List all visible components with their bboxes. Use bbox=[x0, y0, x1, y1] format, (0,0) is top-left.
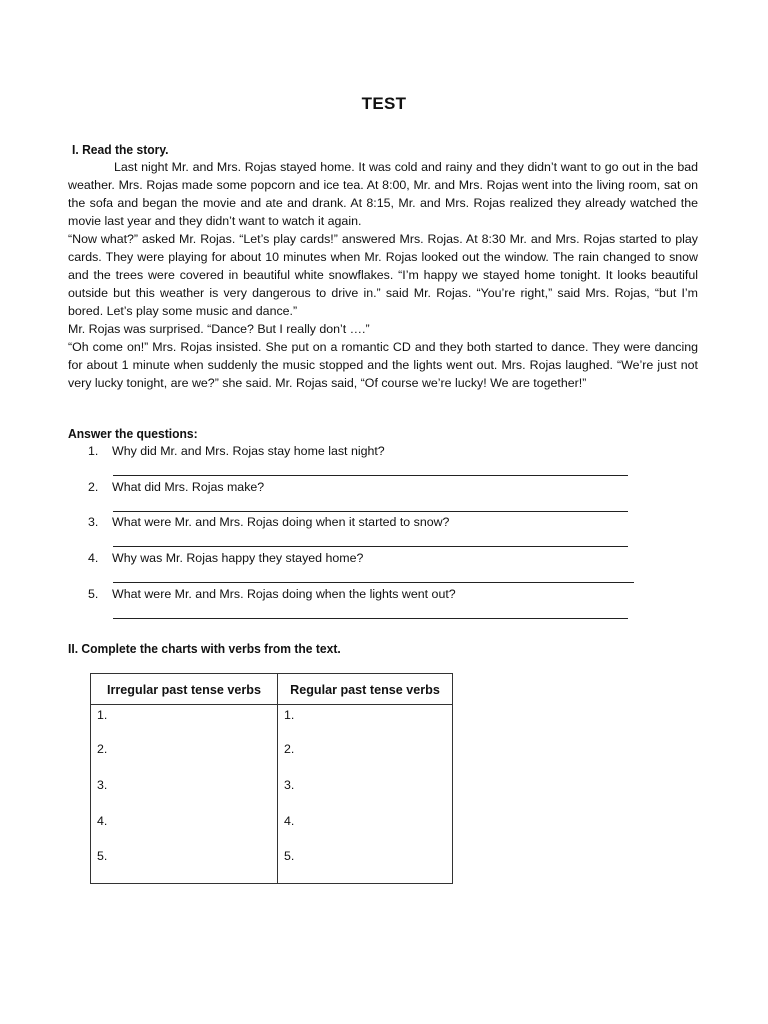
answer-line-3[interactable] bbox=[113, 546, 628, 547]
regular-verb-slot-1[interactable]: 1. bbox=[284, 708, 295, 722]
irregular-verbs-header: Irregular past tense verbs bbox=[91, 674, 277, 705]
irregular-verb-slot-4[interactable]: 4. bbox=[97, 814, 108, 828]
regular-verb-slot-2[interactable]: 2. bbox=[284, 742, 295, 756]
verbs-table bbox=[90, 673, 453, 884]
irregular-verb-slot-3[interactable]: 3. bbox=[97, 778, 108, 792]
section-1-heading: I. Read the story. bbox=[72, 142, 169, 157]
question-text: What did Mrs. Rojas make? bbox=[112, 480, 265, 494]
story-paragraph-1: Last night Mr. and Mrs. Rojas stayed home. It was cold and rainy and they didn’t want to go out in the bad weather. Mrs. Rojas made some popcorn and ice tea. At 8:00, Mr. and Mrs. Rojas went into the living room, sat on the sofa and began the movie and ate and drank. At 8:15, Mr. and Mrs. Rojas realized they already watched the movie last year and they didn’t want to watch it again. bbox=[68, 160, 698, 228]
regular-verbs-header: Regular past tense verbs bbox=[278, 674, 452, 705]
question-1 bbox=[88, 444, 385, 458]
question-4 bbox=[88, 551, 363, 565]
question-text: What were Mr. and Mrs. Rojas doing when the lights went out? bbox=[112, 587, 456, 601]
question-text: Why did Mr. and Mrs. Rojas stay home last night? bbox=[112, 444, 385, 458]
irregular-verb-slot-2[interactable]: 2. bbox=[97, 742, 108, 756]
answer-line-1[interactable] bbox=[113, 475, 628, 476]
questions-heading: Answer the questions: bbox=[68, 426, 198, 441]
question-number: 4. bbox=[88, 551, 99, 565]
regular-verb-slot-4[interactable]: 4. bbox=[284, 814, 295, 828]
irregular-verb-slot-5[interactable]: 5. bbox=[97, 849, 108, 863]
question-5 bbox=[88, 587, 456, 601]
story-paragraph-2: “Now what?” asked Mr. Rojas. “Let’s play cards!” answered Mrs. Rojas. At 8:30 Mr. and Mrs. Rojas started to play cards. They were playing for about 10 minutes when Mr. Rojas looked out the window. The rain changed to snow and the trees were covered in beautiful white snowflakes. “I’m happy we stayed home tonight. It looks beautiful outside but this weather is very dangerous to drive in.” said Mr. Rojas. “You’re right,” said Mrs. Rojas, “but I’m bored. Let’s play some music and dance.” bbox=[68, 232, 698, 318]
question-number: 2. bbox=[88, 480, 99, 494]
question-text: Why was Mr. Rojas happy they stayed home? bbox=[112, 551, 364, 565]
answer-line-2[interactable] bbox=[113, 511, 628, 512]
question-number: 3. bbox=[88, 515, 99, 529]
answer-line-5[interactable] bbox=[113, 618, 628, 619]
question-text: What were Mr. and Mrs. Rojas doing when it started to snow? bbox=[112, 515, 450, 529]
story-paragraph-4: “Oh come on!” Mrs. Rojas insisted. She put on a romantic CD and they both started to dance. They were dancing for about 1 minute when suddenly the music stopped and the lights went out. Mrs. Rojas laughed. “We’re just not very lucky tonight, are we?” she said. Mr. Rojas said, “Of course we’re lucky! We are together!” bbox=[68, 340, 698, 390]
question-2 bbox=[88, 480, 264, 494]
story-paragraph-3: Mr. Rojas was surprised. “Dance? But I really don’t ….” bbox=[68, 322, 370, 336]
regular-verb-slot-5[interactable]: 5. bbox=[284, 849, 295, 863]
question-3 bbox=[88, 515, 449, 529]
irregular-verb-slot-1[interactable]: 1. bbox=[97, 708, 108, 722]
page-title: TEST bbox=[361, 94, 407, 113]
answer-line-4[interactable] bbox=[113, 582, 634, 583]
question-number: 5. bbox=[88, 587, 99, 601]
regular-verb-slot-3[interactable]: 3. bbox=[284, 778, 295, 792]
question-number: 1. bbox=[88, 444, 99, 458]
regular-verbs-column bbox=[278, 674, 452, 883]
story-text bbox=[68, 158, 698, 392]
irregular-verbs-column bbox=[91, 674, 278, 883]
section-2-heading: II. Complete the charts with verbs from the text. bbox=[68, 641, 341, 656]
